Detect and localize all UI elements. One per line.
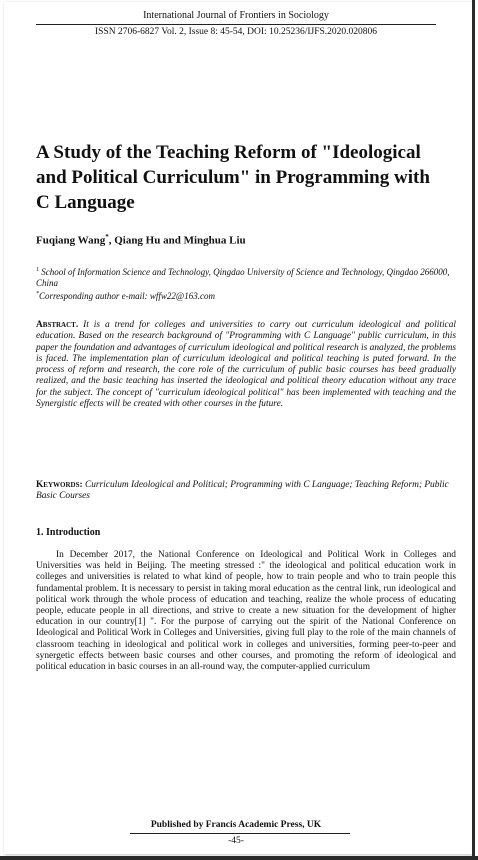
author-names-rest: , Qiang Hu and Minghua Liu xyxy=(108,234,246,247)
author-list xyxy=(36,233,436,247)
keywords xyxy=(36,480,456,503)
keywords-text: Curriculum Ideological and Political; Programming with C Language; Teaching Reform; Public Basic Courses xyxy=(36,480,449,502)
abstract-label: Abstract. xyxy=(36,320,79,330)
introduction-paragraph: In December 2017, the National Conference on Ideological and Political Work in Colleges and Universities was held in Beijing. The meeting stressed :" the ideological and political education work in colleges and universities is related to what kind of people, how to train people and who to train people this fundamental problem. It is necessary to persist in taking moral education as the central link, run ideological and political work through the whole process of education and teaching, realize the whole process of educating people, educate people in all directions, and strive to create a new situation for the development of higher education in our country[1] ". For the purpose of carrying out the spirit of the National Conference on Ideological and Political Work in Colleges and Universities, giving full play to the role of the main channels of classroom teaching in ideological and political work in colleges and universities, forming peer-to-peer and synergetic effects between basic courses and other courses, and promoting the reform of ideological and political education in basic courses in an all-round way, the computer-applied curriculum xyxy=(36,550,456,673)
affiliation-mark: 1 xyxy=(36,267,39,273)
paper-title: A Study of the Teaching Reform of "Ideological and Political Curriculum" in Programming with C Language xyxy=(36,142,430,213)
keywords-label: Keywords: xyxy=(36,480,83,490)
page-edge-bottom xyxy=(0,856,478,860)
issn-line: ISSN 2706-6827 Vol. 2, Issue 8: 45-54, DOI: 10.25236/IJFS.2020.020806 xyxy=(94,27,378,37)
abstract-text: It is a trend for colleges and universities to carry out curriculum ideological and political education. Based on the research background of "Programming with C Language" public curriculum, in this paper the foundation and advantages of curriculum ideological and political research is analyzed, the problems is faced. The implementation plan of curriculum ideological and political teaching is puted forward. In the process of reform and research, the core role of the curriculum of public basic courses has beed gradually realized, and the basic teaching has inserted the ideological and political theory education without any trace for the subject. The concept of "curriculum ideological political" has been implemented with teaching and the Synergistic effects will be created with other courses in the future. xyxy=(36,320,456,410)
author-name: Fuqiang Wang xyxy=(36,234,106,247)
affiliation xyxy=(36,265,456,302)
corresponding-mark: * xyxy=(105,233,109,241)
header-rule xyxy=(36,24,436,25)
page-number: -45- xyxy=(228,836,244,846)
abstract xyxy=(36,320,456,410)
affiliation-text: School of Information Science and Technology, Qingdao University of Science and Technology, Qingdao 266000, China xyxy=(36,267,450,288)
page-edge-right xyxy=(472,0,475,860)
page-frame xyxy=(4,2,472,854)
publisher-footer: Published by Francis Academic Press, UK xyxy=(150,820,322,830)
corresponding-author-mark: * xyxy=(36,291,39,297)
corresponding-author-email: Corresponding author e-mail: wffw22@163.com xyxy=(39,291,215,301)
footer-rule xyxy=(130,833,350,834)
journal-header xyxy=(36,10,436,38)
journal-name: International Journal of Frontiers in Sociology xyxy=(143,10,329,21)
section-heading: 1. Introduction xyxy=(36,527,101,538)
